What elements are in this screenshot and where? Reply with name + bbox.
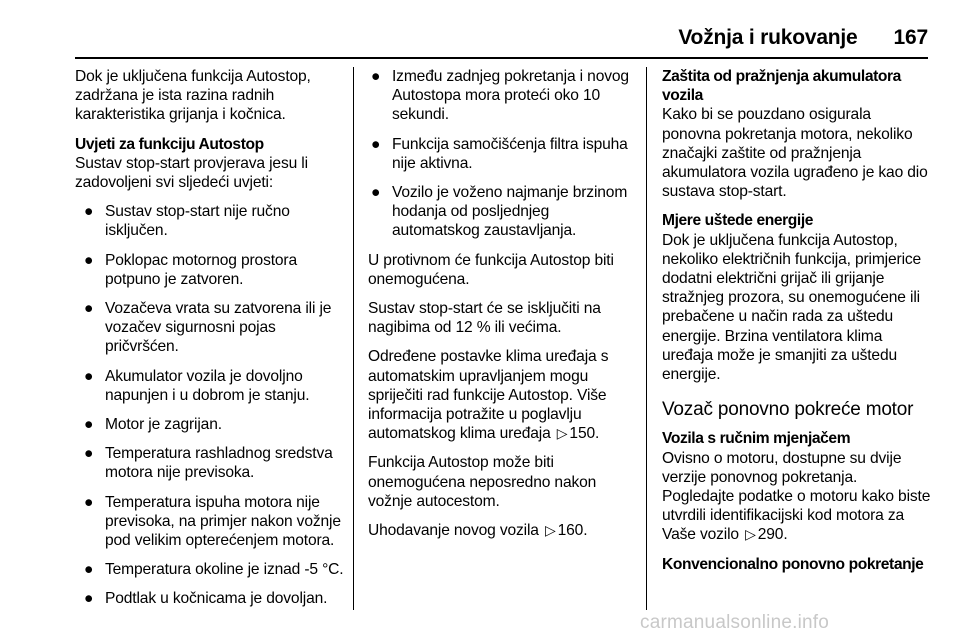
page-title: Vožnja i rukovanje (678, 26, 858, 49)
column-divider-2 (646, 67, 647, 610)
page-reference-link[interactable]: 290. (757, 526, 788, 544)
conditions-list (75, 202, 347, 608)
conditions-list-continued (368, 67, 636, 241)
conditions-intro: Sustav stop-start provjerava jesu li zadovoljeni svi sljedeći uvjeti: (75, 154, 308, 192)
bullet-icon: ● (371, 135, 381, 153)
list-item: ● Akumulator vozila je dovoljno napunjen i u dobrom je stanju. (84, 367, 310, 404)
bullet-icon: ● (84, 416, 94, 434)
list-item: ● Podtlak u kočnicama je dovoljan. (84, 590, 328, 608)
list-item: ● Vozilo je voženo najmanje brzinom hodanja od posljednjeg automatskog zaustavljanja. (371, 184, 628, 240)
paragraph: Sustav stop-start će se isključiti na nagibima od 12 % ili većima. (368, 300, 601, 337)
column-divider-1 (353, 67, 354, 610)
triangle-right-icon: ▷ (545, 522, 556, 539)
bullet-icon: ● (84, 251, 94, 269)
header-rule (75, 57, 928, 59)
bullet-icon: ● (84, 367, 94, 385)
paragraph: Funkcija Autostop može biti onemogućena neposredno nakon vožnje autocestom. (368, 454, 597, 510)
bullet-icon: ● (84, 561, 94, 579)
energy-saving-heading: Mjere uštede energije (662, 212, 814, 230)
paragraph: Uhodavanje novog vozila ▷ 160. (368, 522, 588, 540)
list-item: ● Motor je zagrijan. (84, 416, 222, 434)
list-item: ● Vozačeva vrata su zatvorena ili je vozačev sigurnosni pojas pričvršćen. (84, 300, 332, 356)
list-item: ● Temperatura okoline je iznad -5 °C. (84, 561, 344, 579)
triangle-right-icon: ▷ (745, 526, 756, 543)
paragraph: Ovisno o motoru, dostupne su dvije verzije ponovnog pokretanja. Pogledajte podatke o motoru kako biste utvrdili identifikacijski kod motora za Vaše vozilo ▷ 290. (662, 449, 931, 544)
conditions-heading: Uvjeti za funkciju Autostop (75, 135, 264, 153)
list-item: ● Temperatura rashladnog sredstva motora nije previsoka. (84, 445, 333, 482)
bullet-icon: ● (84, 493, 94, 511)
bullet-icon: ● (84, 300, 94, 318)
section-title: Vozač ponovno pokreće motor (662, 399, 914, 421)
bullet-icon: ● (371, 68, 381, 85)
list-item: ● Sustav stop-start nije ručno isključen. (84, 203, 290, 240)
intro-paragraph: Dok je uključena funkcija Autostop, zadržana je ista razina radnih karakteristika grijanja i kočnica. (75, 68, 311, 124)
paragraph: Određene postavke klima uređaja s automatskim upravljanjem mogu spriječiti rad funkcije Autostop. Više informacija potražite u poglavlju automatskog klima uređaja ▷ 150. (368, 348, 609, 443)
paragraph: Kako bi se pouzdano osigurala ponovna pokretanja motora, nekoliko značajki zaštite od pražnjenja akumulatora vozila ugrađeno je kao dio sustava stop-start. (662, 106, 928, 201)
bullet-icon: ● (84, 445, 94, 463)
paragraph: Dok je uključena funkcija Autostop, nekoliko električnih funkcija, primjerice dodatni električni grijač ili grijanje stražnjeg prozora, su onemogućene ili prebačene u način rada za uštedu energije. Brzina ventilatora klima uređaja može je smanjiti za uštedu energije. (662, 231, 922, 384)
column-1 (75, 67, 347, 619)
page-reference-link[interactable]: 150. (569, 425, 600, 443)
manual-transmission-heading: Vozila s ručnim mjenjačem (662, 430, 851, 448)
list-item: ● Temperatura ispuha motora nije previsoka, na primjer nakon vožnje pod velikim opterećenjem motora. (84, 493, 341, 550)
bullet-icon: ● (371, 184, 381, 202)
triangle-right-icon: ▷ (556, 425, 568, 442)
page-header (0, 26, 928, 50)
bullet-icon: ● (84, 590, 94, 608)
page-number: 167 (893, 26, 928, 49)
column-2 (368, 67, 636, 550)
list-item: ● Funkcija samočišćenja filtra ispuha nije aktivna. (371, 135, 628, 172)
bullet-icon: ● (84, 203, 94, 221)
column-3 (662, 67, 932, 574)
list-item: ● Između zadnjeg pokretanja i novog Autostopa mora proteći oko 10 sekundi. (371, 68, 629, 124)
watermark: carmanualsonline.info (640, 612, 830, 633)
paragraph: U protivnom će funkcija Autostop biti onemogućena. (368, 251, 614, 288)
page-reference-link[interactable]: 160. (557, 522, 588, 540)
list-item: ● Poklopac motornog prostora potpuno je zatvoren. (84, 251, 297, 288)
battery-protection-heading: Zaštita od pražnjenja akumulatora vozila (662, 68, 901, 105)
conventional-restart-heading: Konvencionalno ponovno pokretanje (662, 555, 924, 573)
